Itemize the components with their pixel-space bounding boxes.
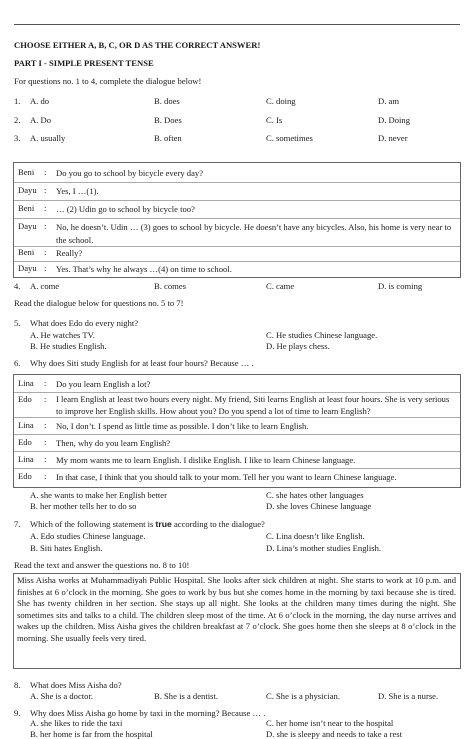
option-b[interactable]: B. her home is far from the hospital: [30, 729, 153, 739]
line-text: Yes. That’s why he always …(4) on time to school.: [56, 264, 232, 274]
dialogue-line: [14, 420, 460, 434]
stem-pre: Which of the following statement is: [30, 519, 156, 529]
question-stem: What does Miss Aisha do?: [30, 680, 122, 690]
top-rule: [14, 24, 460, 25]
colon: :: [44, 167, 47, 177]
page-heading: CHOOSE EITHER A, B, C, OR D AS THE CORRECT ANSWER!: [14, 40, 261, 50]
option-d[interactable]: D. He plays chess.: [266, 341, 330, 351]
option-c[interactable]: C. came: [266, 281, 295, 291]
speaker-name: Lina: [18, 420, 34, 430]
dialogue-line: [14, 185, 460, 199]
question-number: 9.: [14, 708, 21, 718]
option-a[interactable]: A. Do: [30, 115, 52, 125]
divider: [14, 218, 460, 219]
option-b[interactable]: B. She is a dentist.: [154, 691, 218, 701]
speaker-name: Edo: [18, 471, 32, 481]
divider: [14, 468, 460, 469]
question-number: 5.: [14, 318, 21, 328]
option-b[interactable]: B. Siti hates English.: [30, 543, 103, 553]
option-d[interactable]: D. am: [378, 96, 400, 106]
speaker-name: Dayu: [18, 221, 37, 231]
option-a[interactable]: A. He watches TV.: [30, 330, 95, 340]
dialogue-line: [14, 221, 460, 247]
dialogue-line: [14, 247, 460, 261]
colon: :: [44, 454, 47, 464]
colon: :: [44, 247, 47, 257]
speaker-name: Lina: [18, 454, 34, 464]
question-number: 8.: [14, 680, 21, 690]
option-d[interactable]: D. Lina’s mother studies English.: [266, 543, 382, 553]
speaker-name: Beni: [18, 167, 35, 177]
dialogue-box-1: [13, 162, 461, 278]
colon: :: [44, 420, 47, 430]
speaker-name: Beni: [18, 247, 35, 257]
option-c[interactable]: C. Lina doesn’t like English.: [266, 531, 365, 541]
line-text: Do you learn English a lot?: [56, 379, 151, 389]
line-text: In that case, I think that you should talk to your mom. Tell her you want to learn Chinese language.: [56, 472, 397, 482]
question-stem: [30, 519, 265, 529]
option-c[interactable]: C. Is: [266, 115, 283, 125]
question-number: 7.: [14, 519, 21, 529]
option-b[interactable]: B. comes: [154, 281, 186, 291]
option-c[interactable]: C. sometimes: [266, 133, 313, 143]
option-a[interactable]: A. usually: [30, 133, 66, 143]
dialogue-line: [14, 203, 460, 217]
option-a[interactable]: A. She is a doctor.: [30, 691, 94, 701]
option-a[interactable]: A. come: [30, 281, 60, 291]
dialogue-line: [14, 263, 460, 277]
colon: :: [44, 437, 47, 447]
reading-text-box: [13, 573, 461, 669]
option-d[interactable]: D. Doing: [378, 115, 410, 125]
question-6-stem: Why does Siti study English for at least four hours? Because … .: [30, 358, 254, 368]
question-number: 3.: [14, 133, 21, 143]
line-text: Really?: [56, 248, 83, 258]
speaker-name: Beni: [18, 203, 35, 213]
question-number: 4.: [14, 281, 21, 291]
question-stem: What does Edo do every night?: [30, 318, 139, 328]
line-text: Yes, I …(1).: [56, 186, 99, 196]
divider: [14, 451, 460, 452]
option-d[interactable]: D. is coming: [378, 281, 423, 291]
dialogue-line: [14, 167, 460, 181]
question-number: 6.: [14, 358, 21, 368]
line-text: Then, why do you learn English?: [56, 438, 171, 448]
option-a[interactable]: A. she wants to make her English better: [30, 490, 167, 500]
colon: :: [44, 203, 47, 213]
question-number: 1.: [14, 96, 21, 106]
colon: :: [44, 394, 47, 404]
line-text: My mom wants me to learn English. I dislike English. I like to learn Chinese language.: [56, 455, 356, 465]
part-title: PART I - SIMPLE PRESENT TENSE: [14, 58, 154, 68]
divider: [14, 182, 460, 183]
divider: [14, 392, 460, 393]
option-c[interactable]: C. doing: [266, 96, 296, 106]
dialogue-box-2: [13, 374, 461, 488]
divider: [14, 434, 460, 435]
speaker-name: Dayu: [18, 185, 37, 195]
speaker-name: Dayu: [18, 263, 37, 273]
line-text: No, he doesn’t. Udin … (3) goes to school by bicycle. He doesn’t have any bicycles. Also, his home is very near to the school.: [56, 222, 452, 245]
question-number: 2.: [14, 115, 21, 125]
option-c[interactable]: C. She is a physician.: [266, 691, 340, 701]
option-b[interactable]: B. Does: [154, 115, 182, 125]
option-c[interactable]: C. she hates other languages: [266, 490, 364, 500]
dialogue-line: [14, 471, 460, 485]
option-a[interactable]: A. she likes to ride the taxi: [30, 718, 123, 728]
line-text: I learn English at least two hours every night. My friend, Siti learns English at least four hours. She is very serious to improve her English skills. How about you? Do you spend a lot of time to learn English?: [56, 394, 450, 416]
stem-post: according to the dialogue?: [171, 519, 265, 529]
colon: :: [44, 263, 47, 273]
colon: :: [44, 378, 47, 388]
line-text: No, I don’t. I spend as little time as possible. I don’t like to learn English.: [56, 421, 309, 431]
stem-emphasis: true: [155, 519, 172, 529]
option-c[interactable]: C. her home isn’t near to the hospital: [266, 718, 394, 728]
question-stem: Why does Miss Aisha go home by taxi in the morning? Because … .: [30, 708, 266, 718]
option-a[interactable]: A. do: [30, 96, 50, 106]
instruction-3: Read the text and answer the questions no. 8 to 10!: [14, 560, 190, 570]
option-d[interactable]: D. She is a nurse.: [378, 691, 439, 701]
divider: [14, 261, 460, 262]
divider: [14, 200, 460, 201]
line-text: Do you go to school by bicycle every day?: [56, 168, 204, 178]
option-b[interactable]: B. does: [154, 96, 180, 106]
speaker-name: Edo: [18, 437, 32, 447]
option-d[interactable]: D. she loves Chinese language: [266, 501, 372, 511]
option-b[interactable]: B. often: [154, 133, 182, 143]
reading-text: Miss Aisha works at Muhammadiyah Public Hospital. She looks after sick children at night. She starts to work at 10 p.m. and finishes at 6 o’clock in the morning. She goes to work by bus but she comes home in the morning by taxi because she is tired. She has twenty children in her section. She stays up all night. She looks at the children many times during the night. She sometimes sits and talks to a child. The children sleep most of the time. At 6 o’clock in the morning, the day nurse arrives and wakes up the children. Miss Aisha gives the children breakfast at 7 o’clock. She goes home then she sleeps at 8 o’clock in the morning. She usually feels very tired.: [17, 575, 456, 643]
dialogue-line: [14, 437, 460, 451]
colon: :: [44, 471, 47, 481]
colon: :: [44, 185, 47, 195]
option-d[interactable]: D. she is sleepy and needs to take a rest: [266, 729, 403, 739]
dialogue-line: [14, 454, 460, 468]
option-d[interactable]: D. never: [378, 133, 408, 143]
option-a[interactable]: A. Edo studies Chinese language.: [30, 531, 146, 541]
colon: :: [44, 221, 47, 231]
speaker-name: Edo: [18, 394, 32, 404]
speaker-name: Lina: [18, 378, 34, 388]
dialogue-line: [14, 378, 460, 392]
option-c[interactable]: C. He studies Chinese language.: [266, 330, 378, 340]
instruction-1: For questions no. 1 to 4, complete the dialogue below!: [14, 76, 202, 86]
divider: [14, 417, 460, 418]
line-text: … (2) Udin go to school by bicycle too?: [56, 204, 195, 214]
option-b[interactable]: B. He studies English.: [30, 341, 107, 351]
option-b[interactable]: B. her mother tells her to do so: [30, 501, 137, 511]
instruction-2: Read the dialogue below for questions no. 5 to 7!: [14, 298, 184, 308]
